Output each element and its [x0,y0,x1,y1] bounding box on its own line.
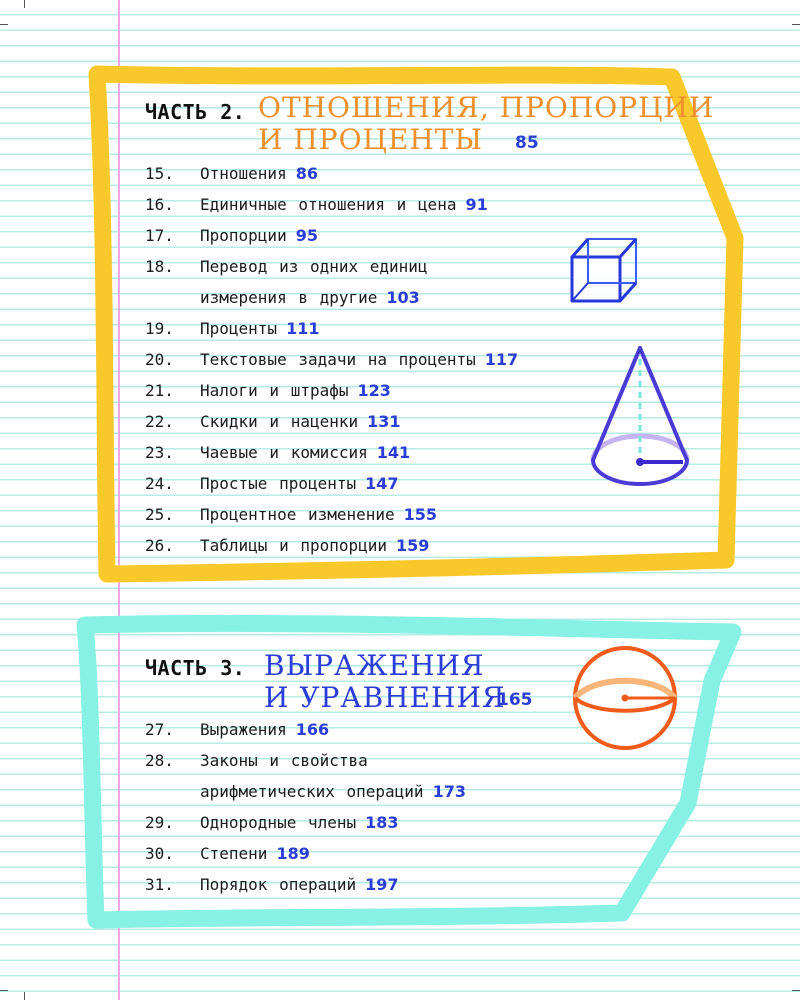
part2-title-line1: ОТНОШЕНИЯ, ПРОПОРЦИИ [258,91,715,124]
toc-item[interactable] [145,411,518,442]
toc-item-title: Текстовые задачи на проценты [200,350,476,369]
toc-item[interactable] [145,256,518,318]
toc-item[interactable] [145,442,518,473]
toc-item-title: Степени [200,844,268,863]
toc-item-page[interactable]: 189 [276,844,310,863]
toc-item[interactable] [145,225,518,256]
toc-item-title: Выражения [200,720,287,739]
toc-item-title: Отношения [200,164,287,183]
toc-item-title-continued: измерения в другие [200,288,378,307]
toc-item[interactable] [145,163,518,194]
toc-item-number: 31. [145,875,174,894]
toc-item-number: 16. [145,195,174,214]
toc-item-page[interactable]: 183 [365,813,399,832]
toc-item-page[interactable]: 103 [386,288,420,307]
sphere-icon [564,645,686,751]
toc-item-title: Однородные члены [200,813,357,832]
toc-item-number: 23. [145,443,174,462]
toc-item[interactable] [145,874,466,905]
toc-item-title: Простые проценты [200,474,357,493]
toc-item-title: Проценты [200,319,278,338]
part2-toc-list [145,163,518,566]
toc-item-number: 30. [145,844,174,863]
toc-item[interactable] [145,843,466,874]
toc-item-page[interactable]: 159 [396,536,430,555]
toc-item-title: Перевод из одних единиц [200,257,428,276]
part3-title-line2: И УРАВНЕНИЯ [264,681,506,714]
toc-item-number: 29. [145,813,174,832]
toc-item[interactable] [145,473,518,504]
toc-item-title: Законы и свойства [200,751,368,770]
toc-item-title: Процентное изменение [200,505,395,524]
toc-item-title: Чаевые и комиссия [200,443,368,462]
toc-item-number: 15. [145,164,174,183]
toc-item-page[interactable]: 141 [376,443,411,462]
part3-toc-list [145,719,466,905]
toc-item-title: Налоги и штрафы [200,381,349,400]
toc-item-page[interactable]: 86 [295,164,318,183]
toc-item-page[interactable]: 173 [432,782,466,801]
toc-item[interactable] [145,194,518,225]
toc-item[interactable] [145,504,518,535]
part2-title-line2: И ПРОЦЕНТЫ [258,123,484,156]
toc-item-number: 19. [145,319,174,338]
toc-item[interactable] [145,380,518,411]
toc-item-title-continued: арифметических операций [200,782,424,801]
toc-item-page[interactable]: 131 [367,412,401,431]
part2-page-number[interactable]: 85 [515,133,539,153]
toc-item[interactable] [145,812,466,843]
toc-item[interactable] [145,535,518,566]
toc-item-title: Пропорции [200,226,287,245]
toc-item-title: Единичные отношения и цена [200,195,457,214]
part3-page-number[interactable]: 165 [497,690,533,710]
toc-item-page[interactable]: 147 [365,474,399,493]
toc-item-page[interactable]: 155 [403,505,438,524]
toc-item[interactable] [145,318,518,349]
toc-item-number: 21. [145,381,174,400]
toc-item-number: 27. [145,720,174,739]
part3-label: ЧАСТЬ 3. [145,656,246,680]
toc-item-number: 20. [145,350,174,369]
toc-item-page[interactable]: 91 [465,195,488,214]
toc-item-page[interactable]: 197 [365,875,399,894]
toc-item-number: 25. [145,505,174,524]
toc-item-number: 22. [145,412,174,431]
toc-item-title: Порядок операций [200,875,357,894]
toc-item-number: 18. [145,257,174,276]
toc-item-page[interactable]: 95 [295,226,318,245]
toc-item-number: 17. [145,226,174,245]
toc-item[interactable] [145,349,518,380]
toc-item-page[interactable]: 111 [286,319,320,338]
toc-item-page[interactable]: 117 [484,350,519,369]
toc-item-page[interactable]: 166 [295,720,330,739]
toc-item-title: Таблицы и пропорции [200,536,388,555]
cone-icon [585,342,695,494]
toc-item[interactable] [145,719,466,750]
toc-item[interactable] [145,750,466,812]
part3-title-line1: ВЫРАЖЕНИЯ [264,649,485,682]
toc-item-title: Скидки и наценки [200,412,359,431]
cube-icon [564,233,644,305]
toc-item-page[interactable]: 123 [357,381,391,400]
toc-item-number: 28. [145,751,174,770]
toc-item-number: 24. [145,474,174,493]
toc-item-number: 26. [145,536,174,555]
part2-label: ЧАСТЬ 2. [145,100,246,124]
